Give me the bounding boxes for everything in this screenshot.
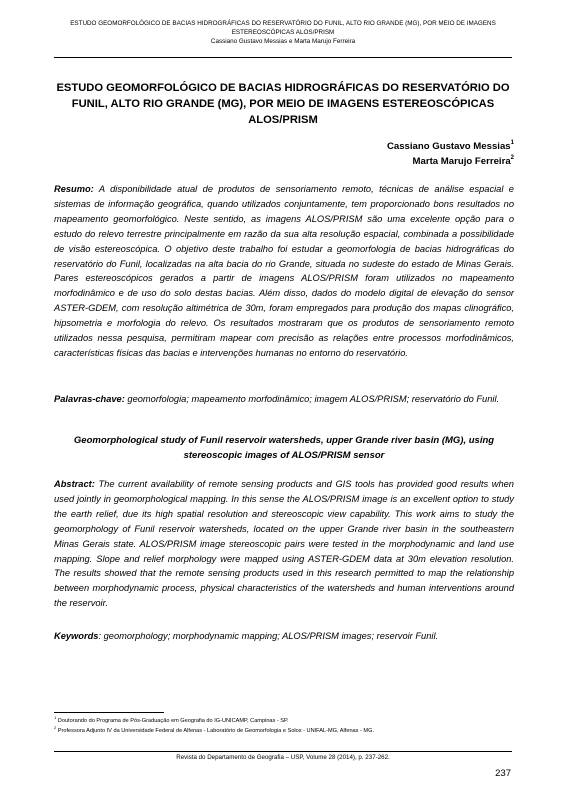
running-header-title: ESTUDO GEOMORFOLÓGICO DE BACIAS HIDROGRÁFICAS DO RESERVATÓRIO DO FUNIL, ALTO RIO GRANDE (MG), POR MEIO DE IMAGENS ESTEREOSCÓPICAS ALOS/PRISM	[70, 20, 496, 36]
footnote-divider	[54, 712, 164, 713]
header-divider	[54, 57, 512, 58]
author-footnote-mark[interactable]: 1	[510, 139, 514, 146]
abstract-text: The current availability of remote sensing products and GIS tools has provided good results when used jointly in geomorphological mapping. In this sense the ALOS/PRISM image is an excellent option to study the earth relief, due its high spatial resolution and stereoscopic view capability. This work aims to study the geomorphology of Funil reservoir watersheds, located on the upper Grande river basin in the southeastern Minas Gerais state. ALOS/PRISM image stereoscopic pairs were tested in the morphodynamic and land use mapping. Slope and relief morphology were mapped using ASTER-GDEM data at 30m elevation resolution. The results showed that the remote sensing products used in this research permitted to map the relationship between morphodynamic process, physical characteristics of the watersheds and human interventions around the reservoir.	[54, 479, 514, 609]
journal-footer: Revista do Departamento de Geografia – USP, Volume 28 (2014), p. 237-262.	[176, 754, 390, 761]
footnotes	[54, 716, 514, 736]
author-1	[387, 139, 514, 154]
footnote-text: Doutorando do Programa de Pós-Graduação em Geografia do IG-UNICAMP, Campinas - SP.	[57, 718, 289, 724]
palavras-chave-text: geomorfologia; mapeamento morfodinâmico; imagem ALOS/PRISM; reservatório do Funil.	[127, 394, 500, 404]
palavras-chave-section	[54, 392, 514, 407]
footnote-1	[54, 716, 514, 726]
running-header	[40, 19, 526, 46]
keywords-section	[54, 629, 514, 644]
abstract-section	[54, 477, 514, 611]
keywords-label: Keywords	[54, 631, 99, 641]
resumo-text: A disponibilidade atual de produtos de sensoriamento remoto, técnicas de análise espacial e sistemas de informação geográfica, quando utilizados conjuntamente, tem proporcionado bons resultados no mapeamento geomorfológico. Neste sentido, as imagens ALOS/PRISM são uma excelente opção para o estudo do relevo terrestre principalmente em razão da sua alta resolução espacial, combinada a possibilidade de visão estereoscópica. O objetivo deste trabalho foi estudar a geomorfologia de bacias hidrográficas do reservatório do Funil, localizadas na alta bacia do rio Grande, situada no sudeste do estado de Minas Gerais. Pares estereoscópicos gerados a partir de imagens ALOS/PRISM foram utilizados no mapeamento morfodinâmico e de uso do solo destas bacias. Além disso, dados do modelo digital de elevação do sensor ASTER-GDEM, com resolução altimétrica de 30m, foram empregados para produção dos mapas clinográfico, hipsometria e morfologia do relevo. Os resultados mostraram que os produtos de sensoriamento remoto utilizados nessa pesquisa, permitiram mapear com precisão as relações entre processos morfodinâmicos, características físicas das bacias e intervenções humanas no entorno do reservatório.	[54, 184, 514, 358]
page-number: 237	[495, 768, 511, 779]
footnote-2	[54, 726, 514, 736]
keywords-text: : geomorphology; morphodynamic mapping; ALOS/PRISM images; reservoir Funil.	[98, 631, 439, 641]
author-2	[387, 154, 514, 169]
author-list	[387, 139, 514, 169]
footnote-mark: 2	[54, 725, 57, 731]
running-header-authors: Cassiano Gustavo Messias e Marta Marujo Ferreira	[210, 38, 356, 45]
resumo-section	[54, 182, 514, 361]
footnote-text: Professora Adjunto IV da Universidade Federal de Alfenas - Laboratório de Geomorfologia e Solos - UNIFAL-MG, Alfenas - MG.	[57, 728, 375, 734]
author-name: Cassiano Gustavo Messias	[386, 141, 511, 152]
palavras-chave-label: Palavras-chave:	[54, 394, 125, 404]
abstract-label: Abstract:	[54, 479, 95, 489]
author-name: Marta Marujo Ferreira	[412, 156, 511, 167]
english-title: Geomorphological study of Funil reservoir watersheds, upper Grande river basin (MG), using stereoscopic images of ALOS/PRISM sensor	[73, 435, 495, 461]
author-footnote-mark[interactable]: 2	[510, 154, 514, 161]
paper-title: ESTUDO GEOMORFOLÓGICO DE BACIAS HIDROGRÁFICAS DO RESERVATÓRIO DO FUNIL, ALTO RIO GRANDE (MG), POR MEIO DE IMAGENS ESTEREOSCÓPICAS ALOS/PRISM	[56, 82, 510, 126]
footnote-mark: 1	[54, 715, 57, 721]
resumo-label: Resumo:	[54, 184, 94, 194]
footer-divider	[54, 751, 512, 752]
